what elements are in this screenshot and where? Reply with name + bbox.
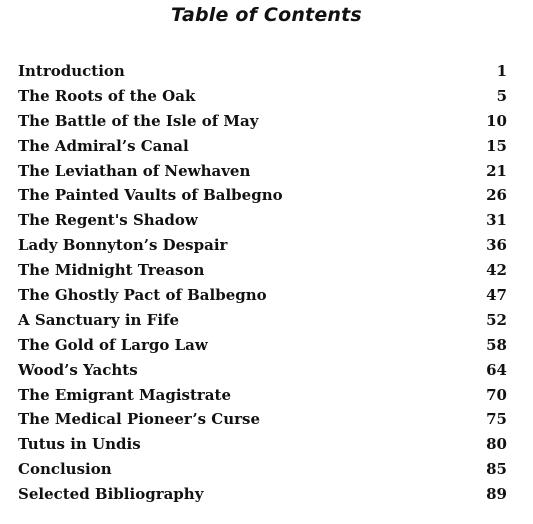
toc-entry (18, 137, 507, 162)
toc-entry-page: 75 (486, 410, 507, 429)
toc-entry-page: 85 (486, 460, 507, 479)
toc-entry (18, 162, 507, 187)
toc-entry-title: The Painted Vaults of Balbegno (18, 186, 283, 205)
toc-entry (18, 361, 507, 386)
toc-entry (18, 211, 507, 236)
toc-entry-title: The Emigrant Magistrate (18, 385, 231, 404)
toc-entry-title: The Leviathan of Newhaven (18, 161, 251, 180)
toc-entry-title: The Midnight Treason (18, 261, 205, 280)
toc-entry (18, 386, 507, 411)
toc-entry-title: Tutus in Undis (18, 435, 141, 454)
toc-entry-title: The Battle of the Isle of May (18, 111, 259, 130)
toc-entry-page: 42 (486, 261, 507, 280)
toc-entry (18, 336, 507, 361)
toc-list (18, 62, 507, 510)
toc-entry-page: 21 (486, 161, 507, 180)
toc-entry-title: Introduction (18, 62, 125, 80)
toc-entry-title: The Gold of Largo Law (18, 335, 208, 354)
toc-entry (18, 286, 507, 311)
toc-entry-title: Lady Bonnyton’s Despair (18, 236, 228, 255)
toc-entry-page: 31 (486, 211, 507, 230)
toc-entry (18, 261, 507, 286)
page-title: Table of Contents (171, 4, 362, 26)
toc-entry-title: A Sanctuary in Fife (18, 310, 180, 329)
toc-entry-page: 70 (486, 385, 507, 404)
toc-entry (18, 410, 507, 435)
toc-entry-title: Conclusion (18, 460, 112, 479)
toc-entry (18, 62, 507, 87)
toc-entry-page: 58 (486, 335, 507, 354)
toc-entry-page: 5 (496, 86, 507, 105)
toc-entry (18, 87, 507, 112)
toc-entry-page: 10 (486, 111, 507, 130)
toc-entry (18, 311, 507, 336)
toc-entry-title: Wood’s Yachts (18, 360, 138, 379)
toc-entry (18, 485, 507, 510)
toc-entry-title: The Ghostly Pact of Balbegno (18, 286, 267, 305)
toc-entry (18, 186, 507, 211)
toc-entry-page: 52 (486, 310, 507, 329)
toc-entry-page: 26 (486, 186, 507, 205)
toc-entry-title: The Regent's Shadow (18, 211, 198, 230)
toc-entry-page: 15 (486, 136, 507, 155)
toc-entry-page: 36 (486, 236, 507, 255)
toc-entry-page: 47 (486, 286, 507, 305)
toc-entry-page: 80 (486, 435, 507, 454)
toc-entry (18, 112, 507, 137)
toc-entry-title: The Medical Pioneer’s Curse (18, 410, 260, 429)
toc-entry-title: The Roots of the Oak (18, 86, 196, 105)
toc-entry (18, 236, 507, 261)
toc-entry-title: Selected Bibliography (18, 485, 204, 504)
toc-entry-page: 64 (486, 360, 507, 379)
toc-entry-page: 1 (496, 62, 507, 80)
toc-entry (18, 435, 507, 460)
toc-entry (18, 460, 507, 485)
toc-entry-page: 89 (486, 485, 507, 504)
toc-entry-title: The Admiral’s Canal (18, 136, 189, 155)
